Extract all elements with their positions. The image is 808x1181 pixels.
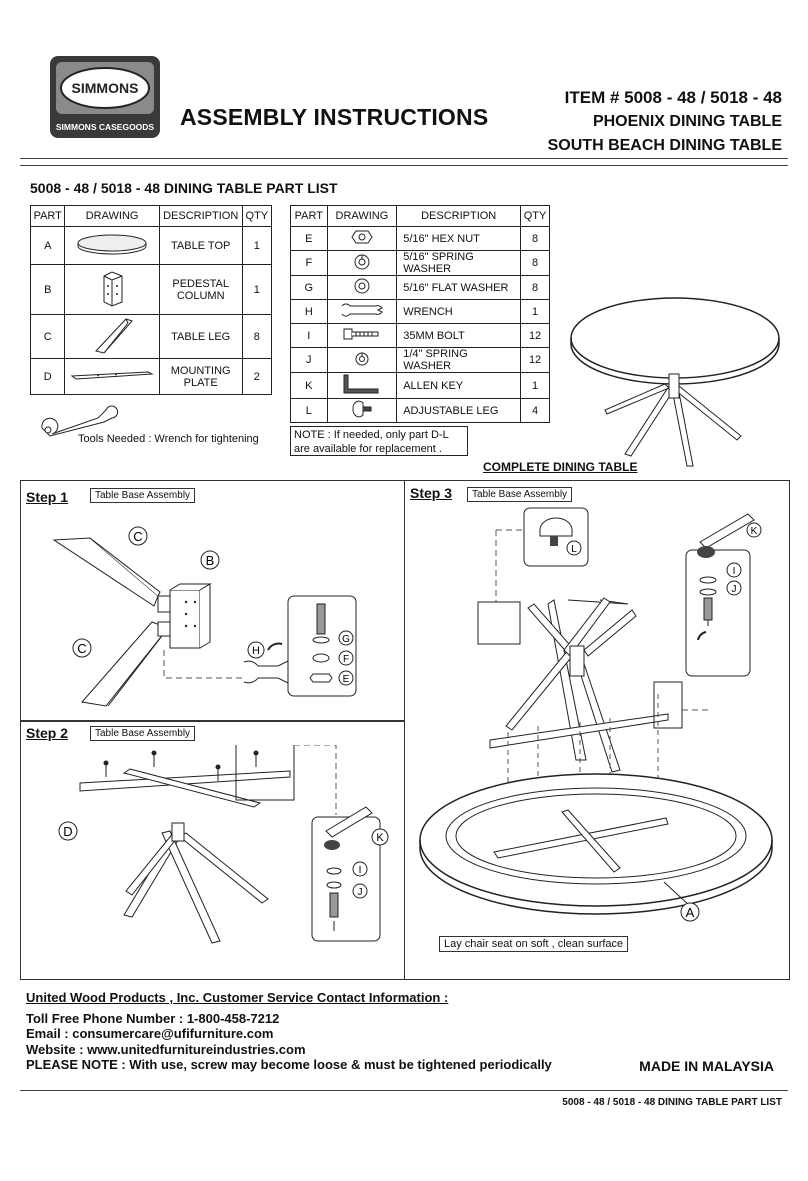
part-letter: L <box>291 399 328 423</box>
table-top-icon <box>72 231 152 257</box>
callout-i: I <box>732 566 736 577</box>
col-part: PART <box>31 206 65 227</box>
part-drawing <box>327 373 397 399</box>
step2-tag: Table Base Assembly <box>90 726 195 741</box>
part-qty: 2 <box>242 359 271 395</box>
col-drawing: DRAWING <box>327 206 397 227</box>
part-qty: 1 <box>521 300 550 324</box>
callout-i: I <box>358 865 362 876</box>
part-drawing <box>327 251 397 276</box>
col-drawing: DRAWING <box>65 206 159 227</box>
complete-table-label: COMPLETE DINING TABLE <box>483 460 638 474</box>
contact-website: Website : www.unitedfurnitureindustries.com <box>26 1042 306 1057</box>
mounting-plate-icon <box>68 366 156 384</box>
step1-label: Step 1 <box>26 489 69 505</box>
col-description: DESCRIPTION <box>159 206 242 227</box>
part-drawing <box>327 399 397 423</box>
table-row <box>31 359 272 395</box>
callout-c-2: C <box>77 641 87 656</box>
part-drawing <box>327 276 397 300</box>
table-row <box>291 251 550 276</box>
part-description: MOUNTING PLATE <box>159 359 242 395</box>
part-description: TABLE LEG <box>159 315 242 359</box>
product-name-2: SOUTH BEACH DINING TABLE <box>547 137 782 154</box>
col-qty: QTY <box>242 206 271 227</box>
part-qty: 8 <box>242 315 271 359</box>
part-description: 1/4" SPRING WASHER <box>397 348 521 373</box>
callout-f: F <box>342 654 350 665</box>
part-table-left <box>30 205 272 395</box>
step2-label: Step 2 <box>26 725 69 741</box>
part-letter: A <box>31 227 65 265</box>
part-description: ADJUSTABLE LEG <box>397 399 521 423</box>
item-number: ITEM # 5008 - 48 / 5018 - 48 <box>564 88 782 107</box>
part-description: PEDESTAL COLUMN <box>159 265 242 315</box>
callout-j: J <box>357 887 363 898</box>
part-description: 5/16" SPRING WASHER <box>397 251 521 276</box>
step1-diagram <box>20 510 404 718</box>
flat-washer-icon <box>350 277 374 295</box>
header-product-info <box>548 86 782 158</box>
logo-subtext: SIMMONS CASEGOODS <box>55 122 155 132</box>
callout-h: H <box>252 645 260 657</box>
bolt-icon <box>338 326 386 342</box>
table-row <box>291 300 550 324</box>
tools-needed: Tools Needed : Wrench for tightening <box>78 433 259 445</box>
table-row <box>291 373 550 399</box>
callout-c: C <box>133 529 143 544</box>
callout-b: B <box>205 553 215 568</box>
pedestal-column-icon <box>92 268 132 308</box>
part-qty: 8 <box>521 227 550 251</box>
part-letter: J <box>291 348 328 373</box>
table-row <box>31 315 272 359</box>
part-letter: E <box>291 227 328 251</box>
simmons-logo <box>50 56 160 138</box>
part-qty: 1 <box>521 373 550 399</box>
part-drawing <box>327 324 397 348</box>
product-name-1: PHOENIX DINING TABLE <box>592 113 782 130</box>
part-letter: D <box>31 359 65 395</box>
step2-diagram <box>20 745 404 975</box>
part-drawing <box>327 227 397 251</box>
allen-key-icon <box>338 373 386 395</box>
part-letter: F <box>291 251 328 276</box>
step3-diagram <box>404 500 788 976</box>
spring-washer-icon <box>350 253 374 271</box>
part-qty: 4 <box>521 399 550 423</box>
small-spring-washer-icon <box>350 350 374 368</box>
part-qty: 1 <box>242 265 271 315</box>
part-letter: I <box>291 324 328 348</box>
table-row <box>291 399 550 423</box>
step3-label: Step 3 <box>410 485 453 501</box>
page-title: ASSEMBLY INSTRUCTIONS <box>180 104 489 130</box>
part-letter: B <box>31 265 65 315</box>
part-qty: 12 <box>521 324 550 348</box>
table-row <box>291 227 550 251</box>
table-row <box>31 265 272 315</box>
contact-email: Email : consumercare@ufifurniture.com <box>26 1026 274 1041</box>
callout-e: E <box>342 674 350 685</box>
step3-tag: Table Base Assembly <box>467 487 572 502</box>
footer-divider <box>20 1090 788 1091</box>
part-qty: 8 <box>521 276 550 300</box>
footer-text: 5008 - 48 / 5018 - 48 DINING TABLE PART LIST <box>562 1097 782 1108</box>
contact-please-note: PLEASE NOTE : With use, screw may become loose & must be tightened periodically <box>26 1057 552 1072</box>
header-divider <box>20 158 788 159</box>
callout-k: K <box>750 526 758 537</box>
table-row <box>291 276 550 300</box>
part-description: TABLE TOP <box>159 227 242 265</box>
callout-j: J <box>731 584 737 595</box>
callout-g: G <box>342 634 350 645</box>
callout-d: D <box>63 824 73 839</box>
part-drawing <box>65 265 159 315</box>
contact-phone: Toll Free Phone Number : 1-800-458-7212 <box>26 1011 280 1026</box>
part-drawing <box>65 315 159 359</box>
part-letter: K <box>291 373 328 399</box>
part-drawing <box>327 300 397 324</box>
col-qty: QTY <box>521 206 550 227</box>
wrench-icon <box>338 301 386 319</box>
step1-tag: Table Base Assembly <box>90 488 195 503</box>
hex-nut-icon <box>350 228 374 246</box>
header-divider-2 <box>20 165 788 166</box>
part-drawing <box>327 348 397 373</box>
callout-l: L <box>571 544 577 555</box>
part-letter: H <box>291 300 328 324</box>
part-drawing <box>65 227 159 265</box>
table-row <box>291 324 550 348</box>
table-leg-icon <box>82 315 142 355</box>
part-letter: G <box>291 276 328 300</box>
complete-table-illustration <box>565 290 790 470</box>
part-drawing <box>65 359 159 395</box>
part-description: 5/16" HEX NUT <box>397 227 521 251</box>
made-in: MADE IN MALAYSIA <box>639 1058 774 1074</box>
part-qty: 12 <box>521 348 550 373</box>
table-row <box>291 348 550 373</box>
part-letter: C <box>31 315 65 359</box>
callout-a: A <box>685 905 695 920</box>
col-part: PART <box>291 206 328 227</box>
part-list-title: 5008 - 48 / 5018 - 48 DINING TABLE PART LIST <box>30 180 338 196</box>
callout-k: K <box>376 832 384 844</box>
part-description: WRENCH <box>397 300 521 324</box>
part-table-right <box>290 205 550 423</box>
contact-heading: United Wood Products , Inc. Customer Service Contact Information : <box>26 990 449 1005</box>
adjustable-leg-icon <box>347 400 377 418</box>
part-description: 5/16" FLAT WASHER <box>397 276 521 300</box>
table-row <box>31 227 272 265</box>
part-qty: 8 <box>521 251 550 276</box>
logo-text: SIMMONS <box>71 80 139 96</box>
lay-surface-note: Lay chair seat on soft , clean surface <box>439 936 628 952</box>
part-description: 35MM BOLT <box>397 324 521 348</box>
part-description: ALLEN KEY <box>397 373 521 399</box>
part-qty: 1 <box>242 227 271 265</box>
col-description: DESCRIPTION <box>397 206 521 227</box>
replacement-note: NOTE : If needed, only part D-L are available for replacement . <box>290 426 468 456</box>
